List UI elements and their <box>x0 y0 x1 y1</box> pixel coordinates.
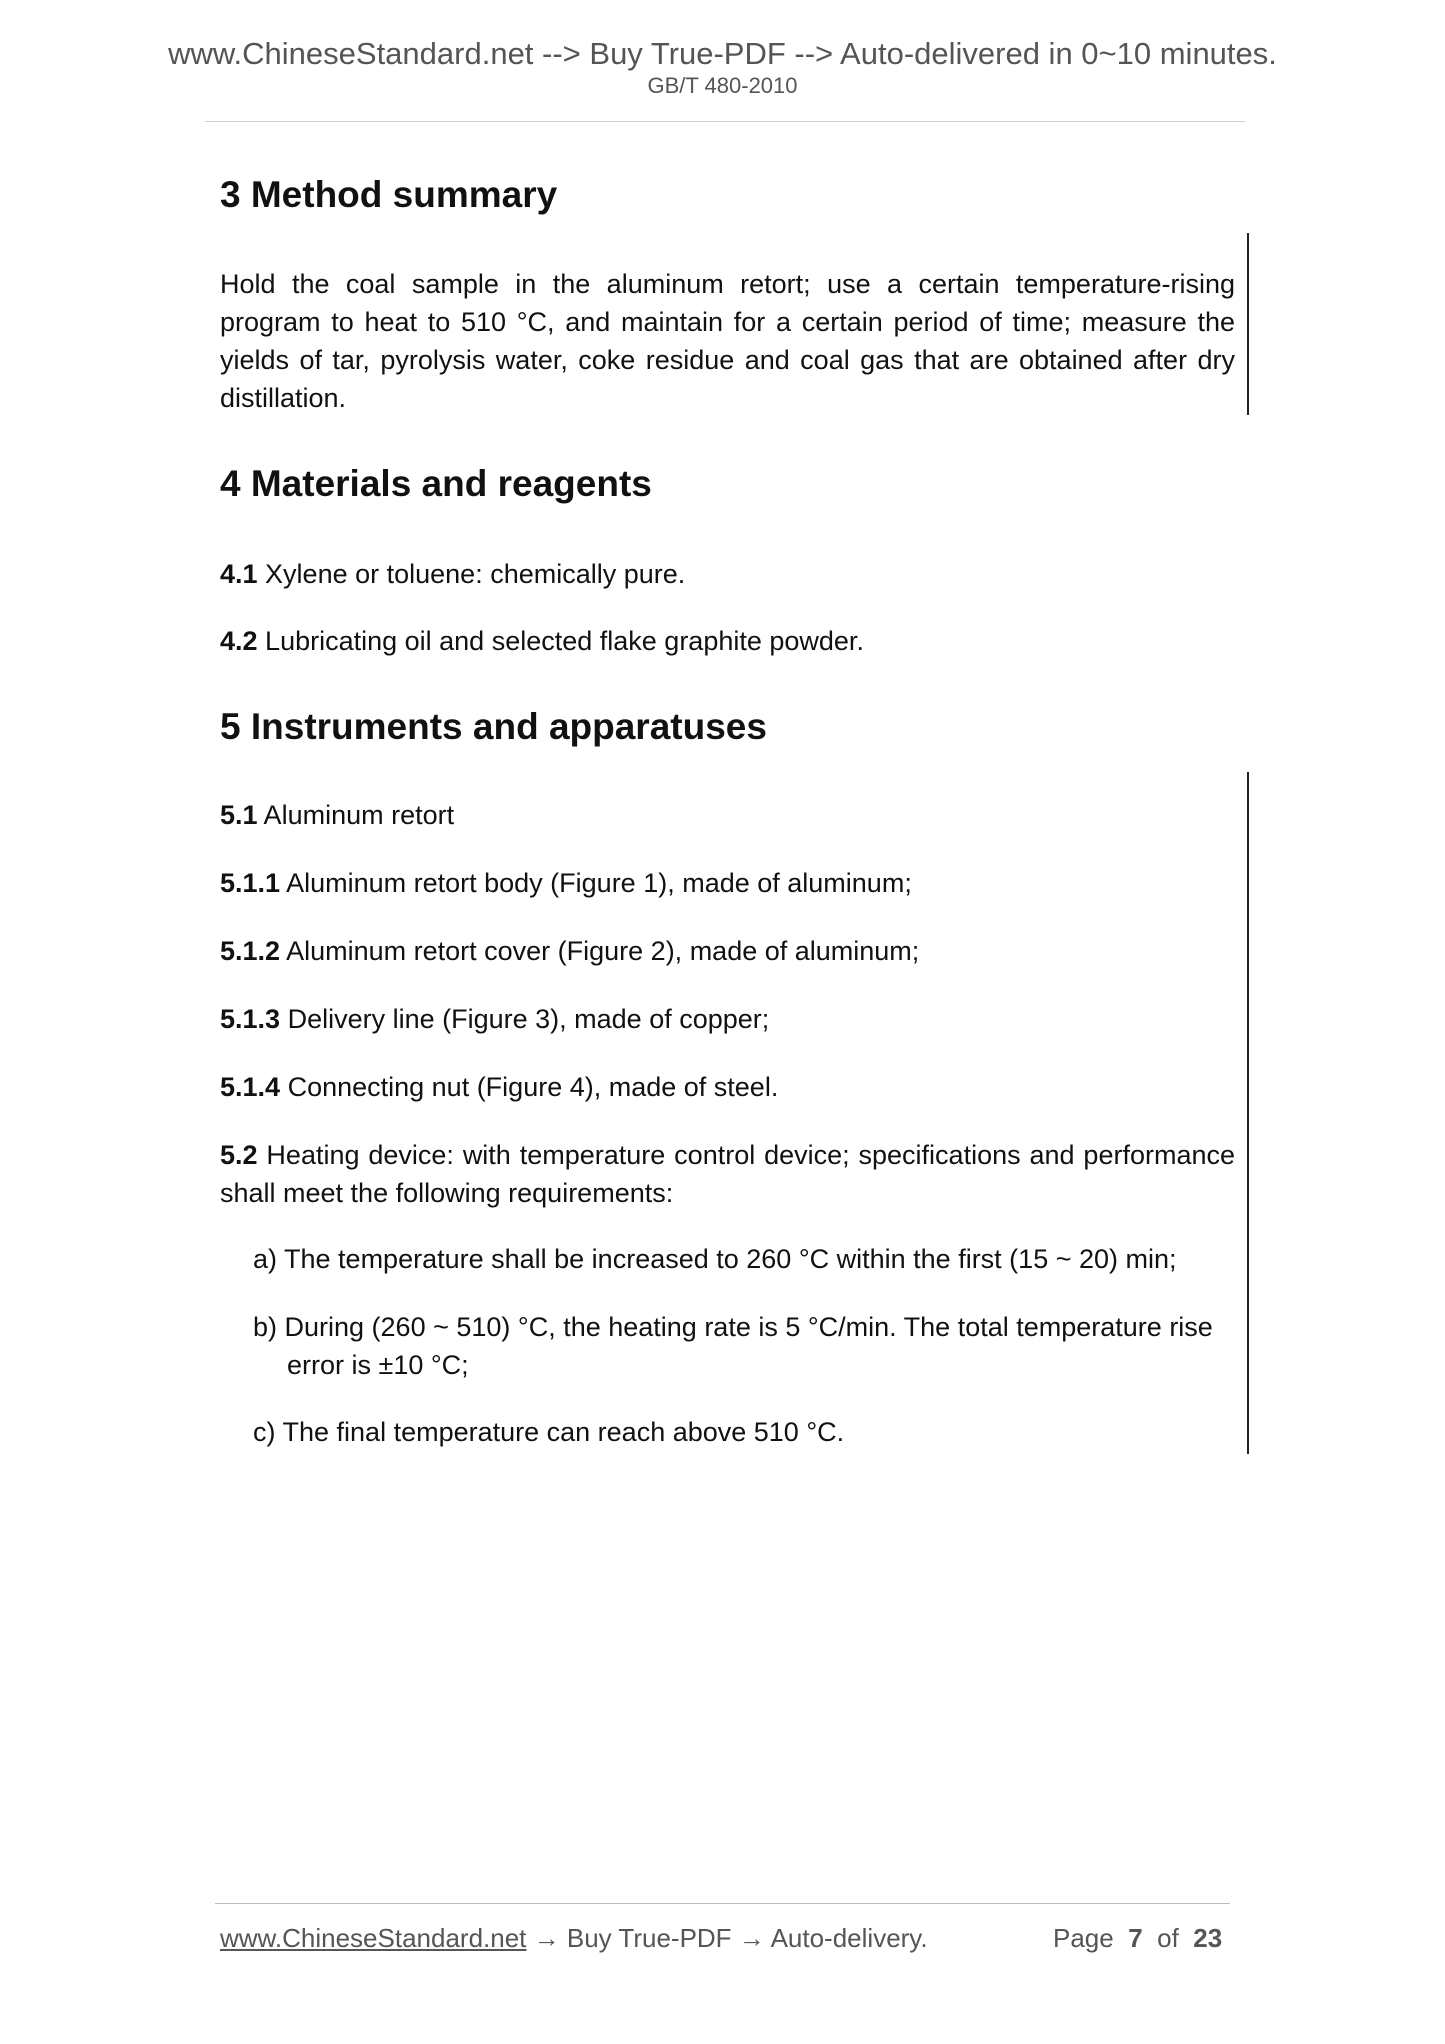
footer-promo <box>220 1925 928 1951</box>
section-heading-3: 3 Method summary <box>220 174 558 215</box>
top-banner: www.ChineseStandard.net --> Buy True-PDF --> Auto-delivered in 0~10 minutes. <box>168 36 1277 71</box>
clause-4-1 <box>220 555 1235 593</box>
clause-number: 5.1.3 <box>220 1004 281 1034</box>
change-bar <box>1247 233 1249 415</box>
of-label: of <box>1157 1923 1179 1953</box>
header-rule <box>205 121 1245 122</box>
requirement-c: c) The final temperature can reach above 510 °C. <box>253 1417 845 1447</box>
section-heading-5: 5 Instruments and apparatuses <box>220 706 767 747</box>
clause-text: Aluminum retort cover (Figure 2), made of aluminum; <box>280 936 920 966</box>
clause-number: 4.2 <box>220 626 258 656</box>
clause-5-1-2 <box>220 932 1235 970</box>
page-number: 7 <box>1128 1923 1143 1953</box>
clause-text: Delivery line (Figure 3), made of copper; <box>280 1004 770 1034</box>
page-total: 23 <box>1193 1923 1223 1953</box>
clause-4-2 <box>220 622 1235 660</box>
clause-text: Heating device: with temperature control device; specifications and performance shall meet the following requirements: <box>220 1140 1235 1208</box>
clause-text: Connecting nut (Figure 4), made of steel. <box>280 1072 779 1102</box>
section-heading-4: 4 Materials and reagents <box>220 463 652 504</box>
clause-text: Aluminum retort <box>257 800 455 830</box>
clause-number: 4.1 <box>220 559 258 589</box>
page-indicator <box>1053 1925 1222 1951</box>
clause-text: Xylene or toluene: chemically pure. <box>257 559 686 589</box>
requirement-a: a) The temperature shall be increased to 260 °C within the first (15 ~ 20) min; <box>253 1244 1177 1274</box>
clause-5-1-3 <box>220 1000 1235 1038</box>
clause-number: 5.1.2 <box>220 936 281 966</box>
footer-rule <box>215 1903 1230 1904</box>
requirement-b: b) During (260 ~ 510) °C, the heating rate is 5 °C/min. The total temperature rise error is ±10 °C; <box>253 1312 1213 1380</box>
clause-text: Lubricating oil and selected flake graphite powder. <box>257 626 864 656</box>
footer-site-link[interactable]: www.ChineseStandard.net <box>220 1923 527 1953</box>
clause-5-1 <box>220 796 1235 834</box>
clause-number: 5.1 <box>220 800 258 830</box>
clause-5-1-1 <box>220 864 1235 902</box>
clause-text: Aluminum retort body (Figure 1), made of aluminum; <box>280 868 912 898</box>
clause-5-2 <box>220 1136 1235 1212</box>
clause-number: 5.2 <box>220 1140 258 1170</box>
footer-promo-text: → Buy True-PDF → Auto-delivery. <box>526 1923 928 1953</box>
method-summary-paragraph: Hold the coal sample in the aluminum retort; use a certain temperature-rising program to heat to 510 °C, and maintain for a certain period of time; measure the yields of tar, pyrolysis water, coke residue and coal gas that are obtained after dry distillation. <box>220 269 1235 413</box>
clause-5-1-4 <box>220 1068 1235 1106</box>
clause-number: 5.1.4 <box>220 1072 281 1102</box>
document-code: GB/T 480-2010 <box>647 73 798 98</box>
page-label: Page <box>1053 1923 1114 1953</box>
clause-number: 5.1.1 <box>220 868 281 898</box>
